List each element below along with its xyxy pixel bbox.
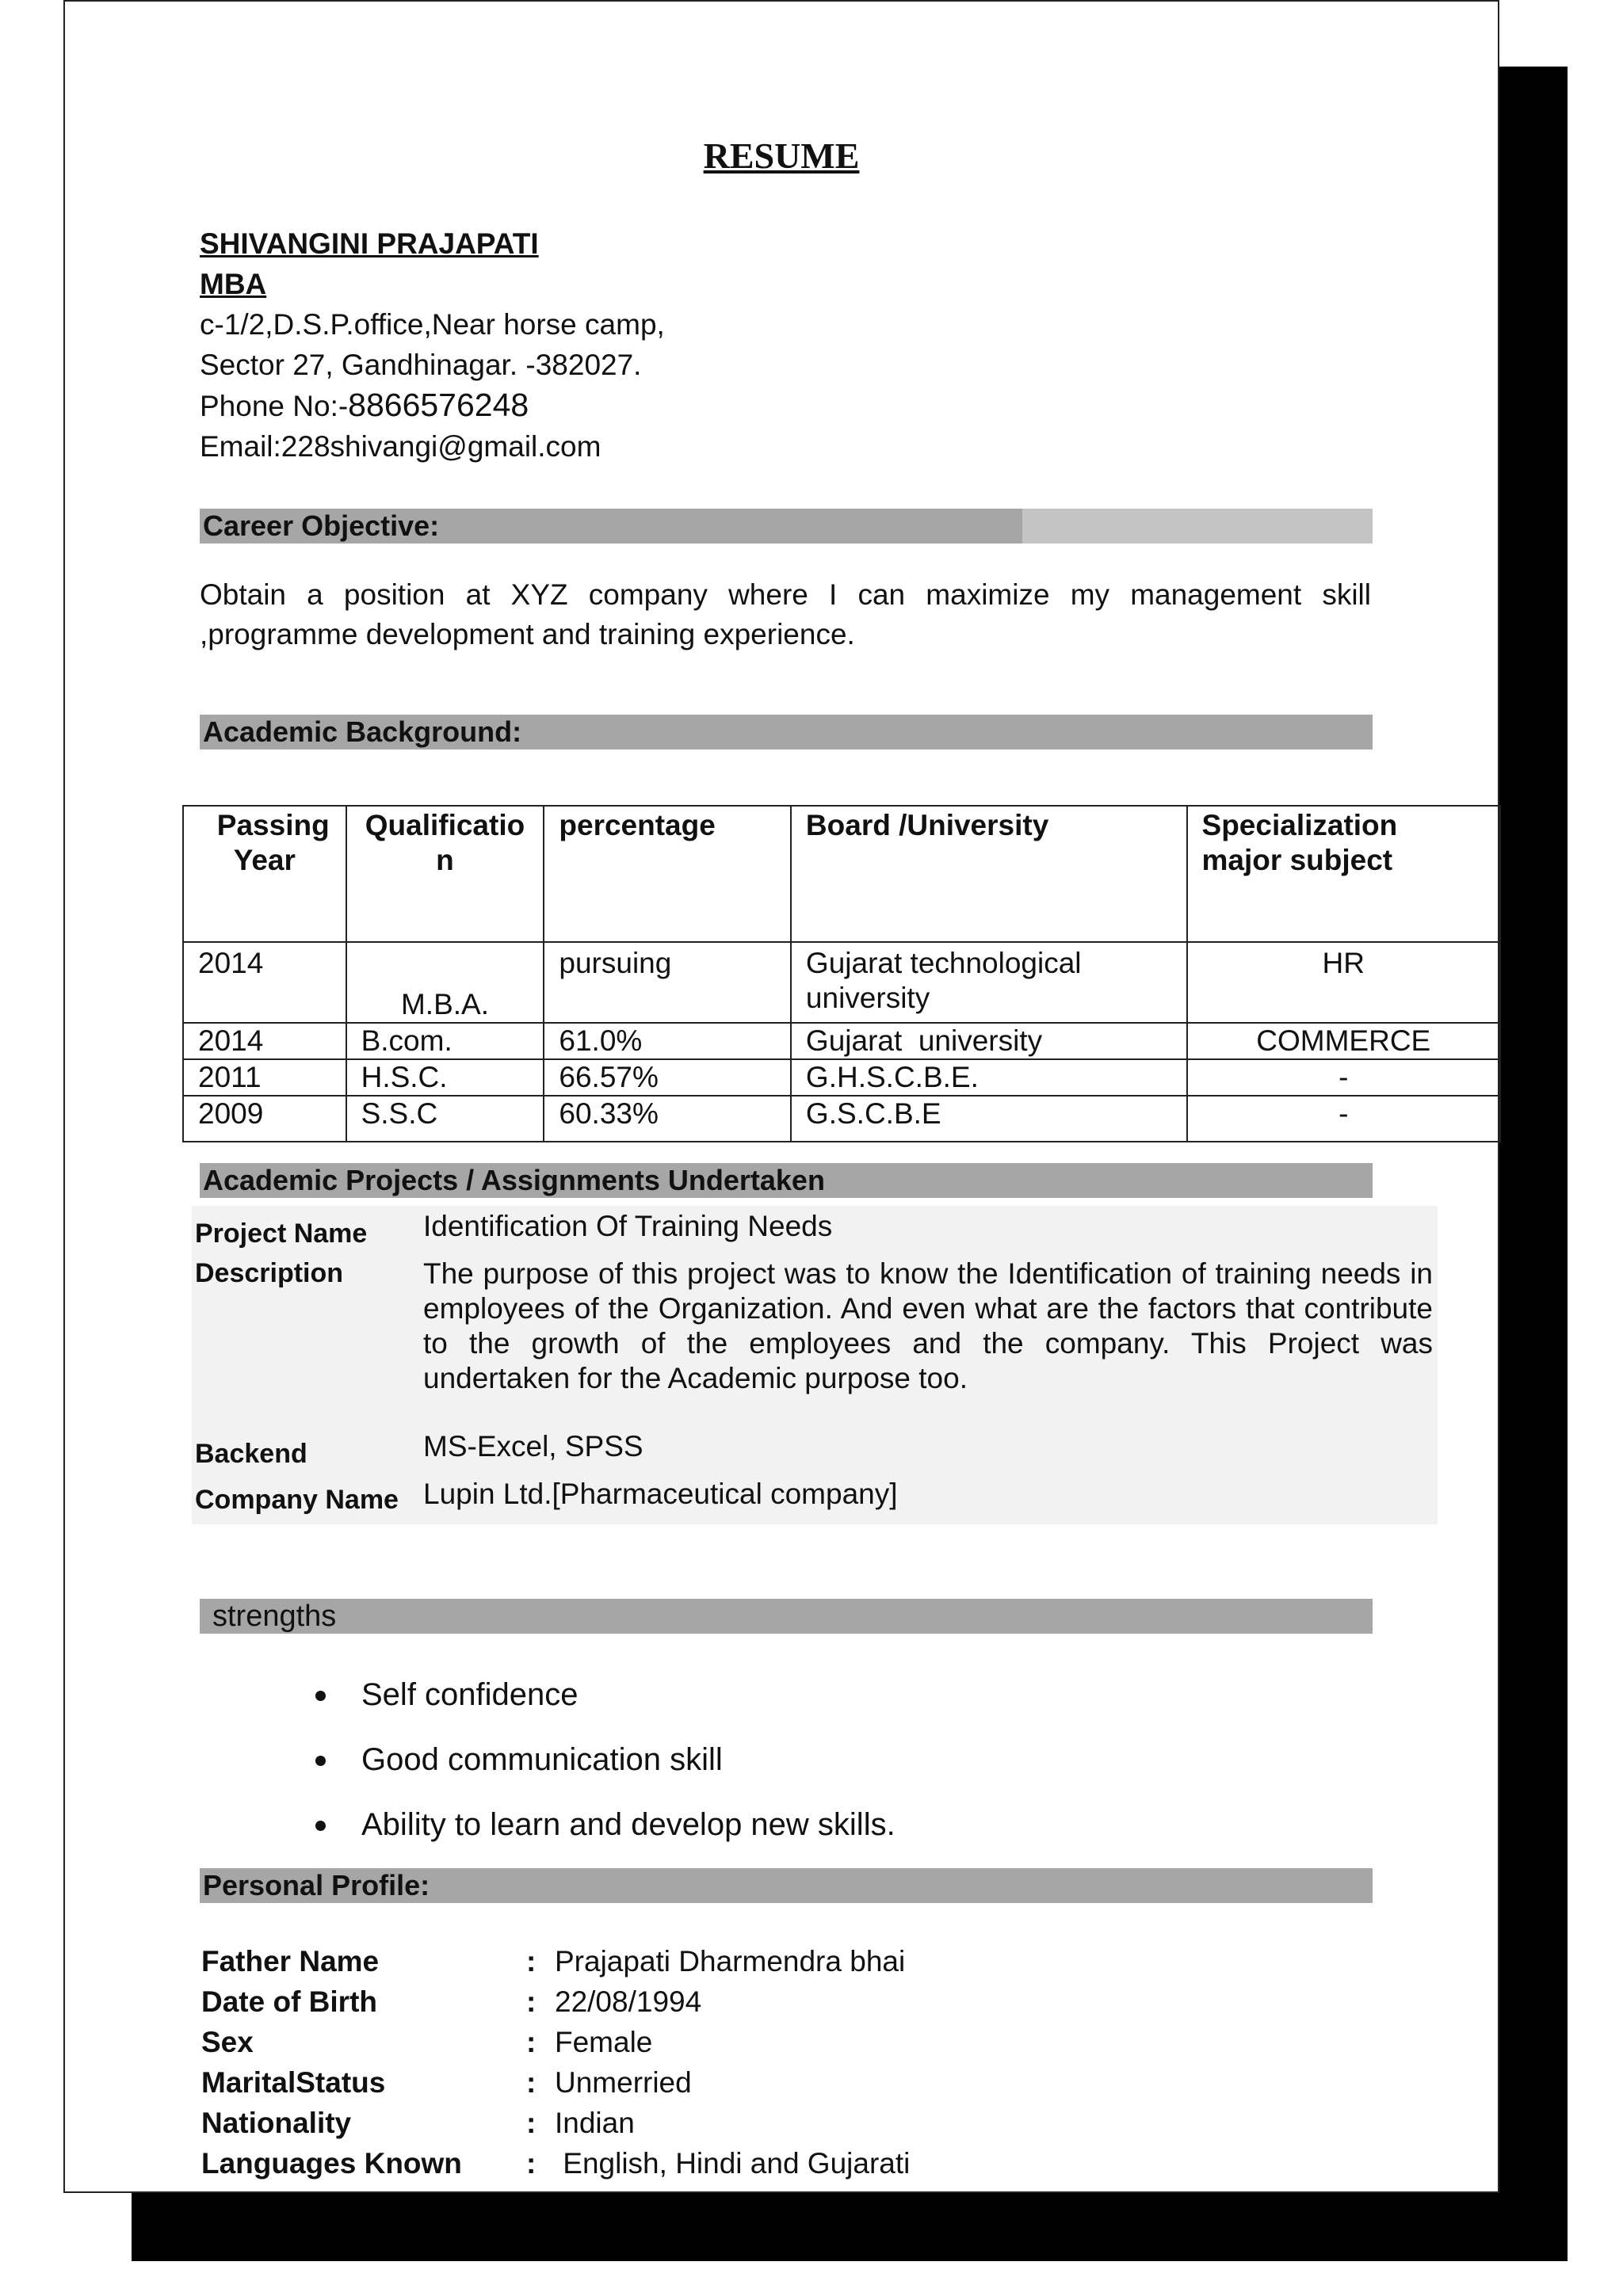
profile-separator: :	[526, 2066, 537, 2099]
table-cell: H.S.C.	[346, 1059, 544, 1096]
list-item-text: Good communication skill	[361, 1742, 723, 1777]
career-objective-heading: Career Objective:	[200, 509, 1373, 543]
profile-row	[200, 1941, 1230, 1981]
project-name-value: Identification Of Training Needs	[423, 1210, 833, 1242]
profile-value: Indian	[555, 2107, 635, 2139]
project-details	[192, 1206, 1438, 1524]
resume-page	[63, 0, 1499, 2193]
page-title-text: RESUME	[703, 135, 860, 176]
table-cell: 2014	[183, 1023, 346, 1059]
company-name-label: Company Name	[195, 1485, 399, 1515]
table-cell: G.H.S.C.B.E.	[791, 1059, 1187, 1096]
column-header-text: Specialization major subject	[1201, 809, 1398, 876]
table-row	[183, 942, 1500, 1023]
table-cell: B.com.	[346, 1023, 544, 1059]
column-header-specialization	[1187, 806, 1500, 942]
table-cell: -	[1187, 1096, 1500, 1142]
profile-value: 22/08/1994	[555, 1985, 702, 2018]
page-shadow-bottom	[132, 2193, 1568, 2261]
bullet-icon	[315, 1756, 326, 1766]
table-row	[183, 1059, 1500, 1096]
profile-key: Nationality	[201, 2107, 352, 2139]
page-shadow-right	[1499, 67, 1568, 2261]
list-item	[311, 1802, 896, 1867]
candidate-degree: MBA	[200, 268, 267, 300]
backend-value: MS-Excel, SPSS	[423, 1430, 643, 1463]
table-cell: COMMERCE	[1187, 1023, 1500, 1059]
column-header-text: Passing Year	[216, 809, 330, 876]
strengths-heading: strengths	[200, 1599, 1373, 1634]
profile-separator: :	[526, 2107, 537, 2139]
profile-row	[200, 1981, 1230, 2022]
table-row	[183, 1023, 1500, 1059]
bullet-icon	[315, 1821, 326, 1831]
address-line-1: c-1/2,D.S.P.office,Near horse camp,	[200, 308, 665, 341]
table-cell: Gujarat university	[791, 1023, 1187, 1059]
profile-key: Date of Birth	[201, 1985, 377, 2018]
profile-row	[200, 2143, 1230, 2183]
personal-profile-heading: Personal Profile:	[200, 1868, 1373, 1903]
profile-value: Female	[555, 2026, 653, 2058]
table-cell: HR	[1187, 942, 1500, 1023]
address-line-2: Sector 27, Gandhinagar. -382027.	[200, 349, 642, 381]
table-cell: M.B.A.	[346, 942, 544, 1023]
description-label: Description	[195, 1258, 344, 1288]
personal-profile	[200, 1941, 1230, 2183]
list-item	[311, 1672, 896, 1737]
email-line: Email:228shivangi@gmail.com	[200, 430, 601, 463]
column-header-passing-year	[183, 806, 346, 942]
profile-row	[200, 2062, 1230, 2103]
bullet-icon	[315, 1691, 326, 1701]
academic-background-heading: Academic Background:	[200, 715, 1373, 749]
project-name-label: Project Name	[195, 1219, 368, 1249]
table-cell: 66.57%	[544, 1059, 791, 1096]
profile-row	[200, 2022, 1230, 2062]
projects-heading: Academic Projects / Assignments Undertaken	[200, 1163, 1373, 1198]
page-title	[65, 135, 1498, 177]
profile-value: Prajapati Dharmendra bhai	[555, 1945, 906, 1978]
phone-line	[200, 385, 665, 426]
profile-separator: :	[526, 1985, 537, 2018]
phone-number: 8866576248	[348, 387, 529, 423]
table-cell	[791, 942, 1187, 1023]
table-row	[183, 1096, 1500, 1142]
profile-separator: :	[526, 1945, 537, 1978]
profile-key: Father Name	[201, 1945, 380, 1978]
table-cell: 2011	[183, 1059, 346, 1096]
table-cell: 2009	[183, 1096, 346, 1142]
table-cell: pursuing	[544, 942, 791, 1023]
column-header-text: Qualification	[365, 809, 525, 876]
profile-separator: :	[526, 2026, 537, 2058]
profile-value: English, Hindi and Gujarati	[555, 2147, 911, 2180]
table-cell: 60.33%	[544, 1096, 791, 1142]
table-cell: G.S.C.B.E	[791, 1096, 1187, 1142]
list-item-text: Self confidence	[361, 1677, 579, 1712]
table-cell: S.S.C	[346, 1096, 544, 1142]
list-item-text: Ability to learn and develop new skills.	[361, 1807, 896, 1842]
academic-table	[182, 805, 1501, 1142]
profile-value: Unmerried	[555, 2066, 692, 2099]
column-header-board: Board /University	[791, 806, 1187, 942]
column-header-percentage: percentage	[544, 806, 791, 942]
company-name-value: Lupin Ltd.[Pharmaceutical company]	[423, 1478, 898, 1510]
table-cell: 2014	[183, 942, 346, 1023]
table-cell: -	[1187, 1059, 1500, 1096]
table-cell: 61.0%	[544, 1023, 791, 1059]
contact-header	[200, 223, 665, 467]
profile-separator: :	[526, 2147, 537, 2180]
career-objective-text: Obtain a position at XYZ company where I can maximize my management skill ,programme development and training experience.	[200, 578, 1371, 650]
profile-row	[200, 2103, 1230, 2143]
list-item	[311, 1737, 896, 1802]
table-header-row	[183, 806, 1500, 942]
phone-label: Phone No:-	[200, 390, 349, 422]
column-header-qualification	[346, 806, 544, 942]
profile-key: Sex	[201, 2026, 254, 2058]
table-cell-text: Gujarat technological university	[805, 947, 1082, 1014]
strengths-list	[311, 1672, 896, 1867]
backend-label: Backend	[195, 1439, 307, 1469]
description-value: The purpose of this project was to know the Identification of training needs in employees of the Organization. And even what are the factors that contribute to the growth of the employees and the company. This Project was undertaken for the Academic purpose too.	[423, 1257, 1433, 1394]
profile-key: Languages Known	[201, 2147, 462, 2180]
profile-key: MaritalStatus	[201, 2066, 386, 2099]
candidate-name: SHIVANGINI PRAJAPATI	[200, 227, 539, 260]
